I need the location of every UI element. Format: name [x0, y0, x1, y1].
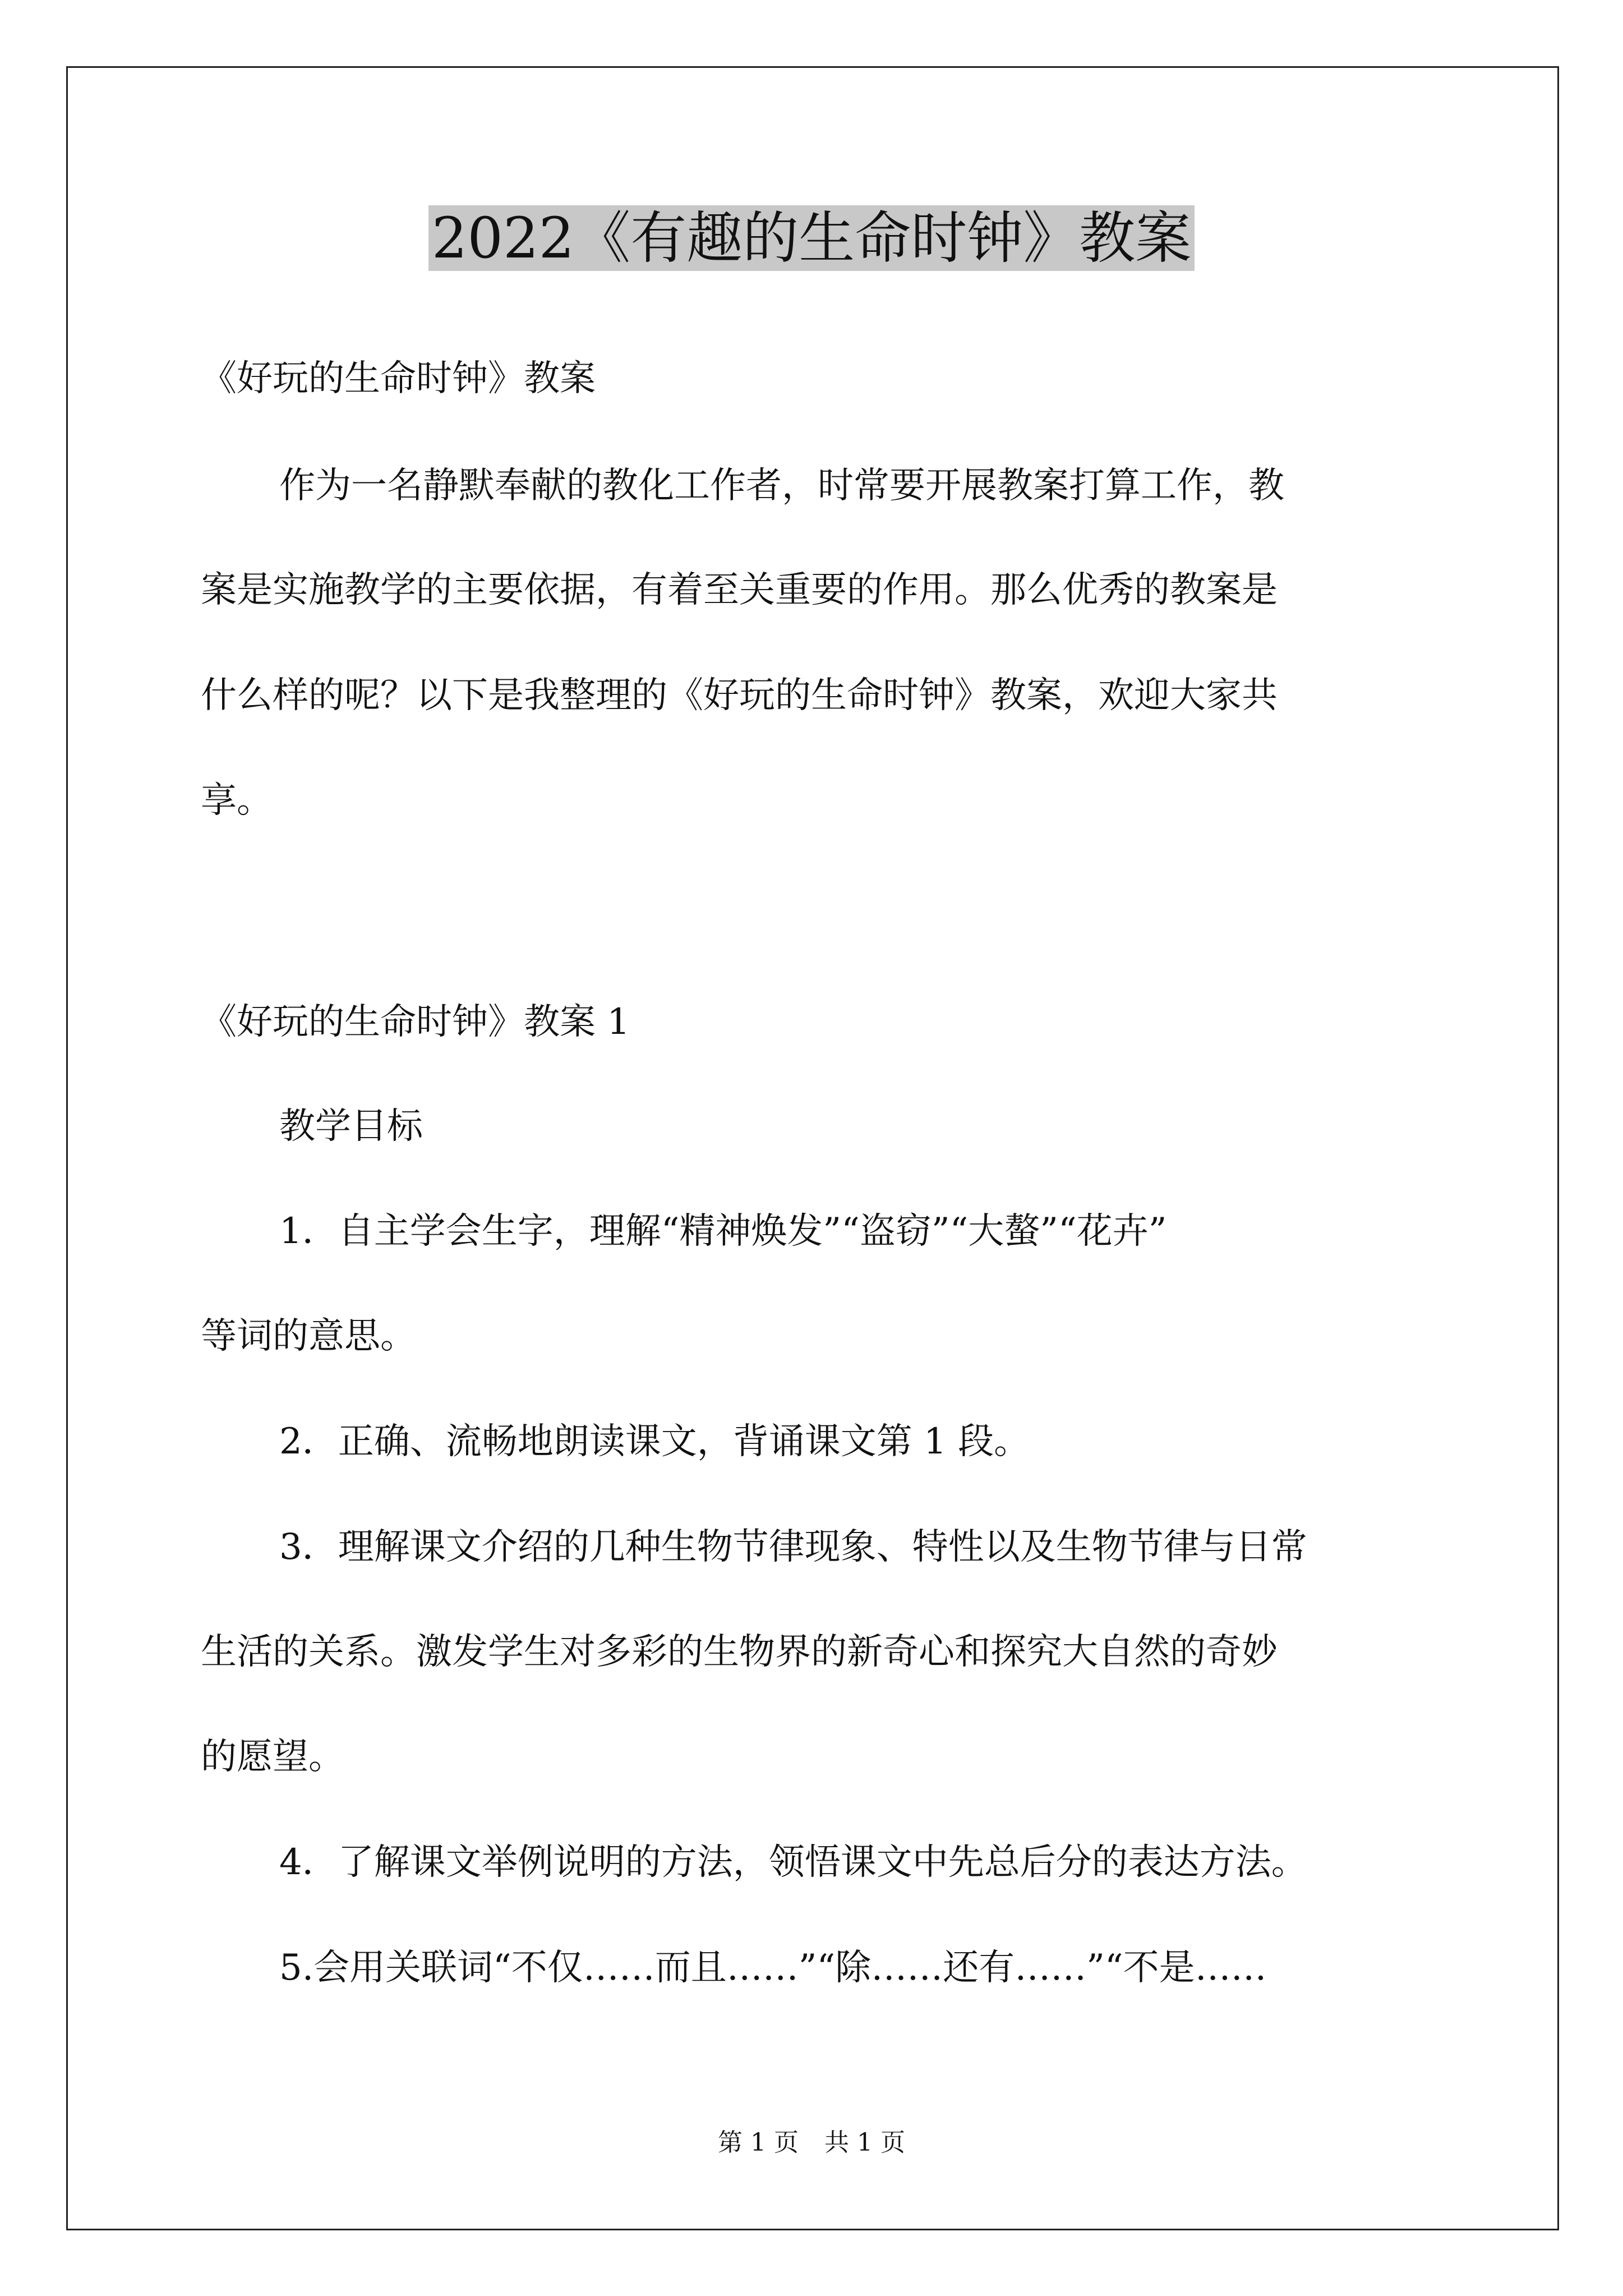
goal-1-line: 1．自主学会生字，理解“精神焕发”“盗窃”“大螯”“花卉” — [279, 1211, 1167, 1252]
intro-paragraph-line: 案是实施教学的主要依据，有着至关重要的作用。那么优秀的教案是 — [201, 569, 1278, 611]
intro-paragraph-line: 享。 — [201, 780, 273, 821]
goal-3-line: 生活的关系。激发学生对多彩的生物界的新奇心和探究大自然的奇妙 — [201, 1631, 1278, 1673]
goal-1-line: 等词的意思。 — [201, 1315, 416, 1357]
section-heading: 《好玩的生命时钟》教案 1 — [201, 1001, 630, 1043]
intro-paragraph-line: 作为一名静默奉献的教化工作者，时常要开展教案打算工作，教 — [279, 465, 1284, 507]
goals-heading: 教学目标 — [279, 1106, 423, 1147]
intro-paragraph-line: 什么样的呢？以下是我整理的《好玩的生命时钟》教案，欢迎大家共 — [201, 675, 1278, 716]
page-number-current: 第 1 页 — [718, 2128, 799, 2157]
goal-3-line: 的愿望。 — [201, 1736, 344, 1778]
goal-2: 2．正确、流畅地朗读课文，背诵课文第 1 段。 — [279, 1421, 1030, 1462]
document-title — [0, 199, 1623, 278]
page-footer — [0, 2126, 1623, 2160]
page-number-total: 共 1 页 — [824, 2128, 905, 2157]
document-title-text: 2022《有趣的生命时钟》教案 — [428, 205, 1195, 271]
intro-heading: 《好玩的生命时钟》教案 — [201, 358, 596, 399]
goal-4: 4．了解课文举例说明的方法，领悟课文中先总后分的表达方法。 — [279, 1842, 1307, 1883]
goal-5: 5.会用关联词“不仅……而且……”“除……还有……”“不是…… — [279, 1947, 1267, 1989]
goal-3-line: 3．理解课文介绍的几种生物节律现象、特性以及生物节律与日常 — [279, 1526, 1307, 1568]
